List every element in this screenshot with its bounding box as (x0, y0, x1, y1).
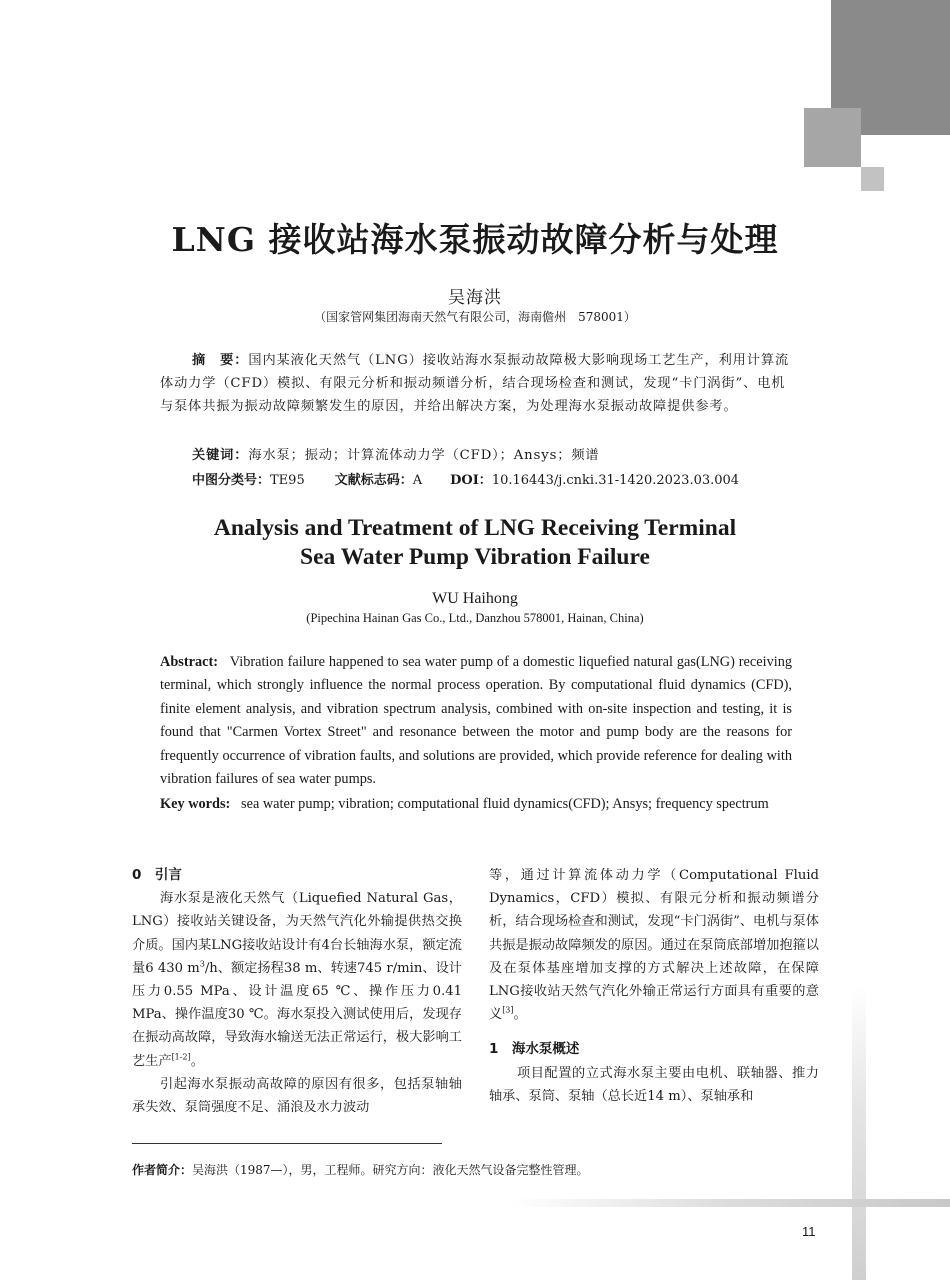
abstract-cn (160, 349, 792, 418)
keywords-cn-label: 关键词： (192, 448, 249, 463)
affiliation-en: (Pipechina Hainan Gas Co., Ltd., Danzhou 578001, Hainan, China) (306, 611, 644, 625)
section-0-para1-end: 。 (190, 1053, 204, 1069)
author-footnote (132, 1161, 589, 1178)
decorative-vertical-bar (852, 985, 866, 1280)
keywords-en-text: sea water pump; vibration; computational fluid dynamics(CFD); Ansys; frequency spectrum (241, 796, 769, 812)
corner-decoration-medium (804, 108, 861, 167)
section-0-para1-a: 海水泵是液化天然气（Liquefied Natural Gas，LNG）接收站关键设备，为天然气汽化外输提供热交换介质。国内某LNG接收站设计有4台长轴海水泵，额定流量6 430 m (132, 891, 462, 976)
body-column-right (489, 864, 819, 1108)
footnote-text: 吴海洪（1987—），男，工程师。研究方向：液化天然气设备完整性管理。 (192, 1163, 589, 1177)
classification-row (192, 469, 739, 488)
corner-decoration-small (861, 167, 884, 191)
keywords-en-label: Key words: (160, 796, 231, 812)
doi-label: DOI： (450, 473, 492, 488)
author-en: WU Haihong (432, 590, 518, 607)
page-title-en (0, 514, 950, 572)
reference-1-2[interactable]: [1-2] (171, 1052, 191, 1062)
section-0-paragraph-3 (489, 864, 819, 1026)
section-0-paragraph-1 (132, 887, 462, 1073)
abstract-en (160, 651, 792, 791)
abstract-en-text: Vibration failure happened to sea water pump of a domestic liquefied natural gas(LNG) receiving terminal, which strongly influence the normal process operation. By computational fluid dynamics (CFD), finite element analysis, and vibration spectrum analysis, combined with on-site inspection and testing, it is found that "Carmen Vortex Street" and resonance between the motor and pump body are the reasons for frequently occurrence of vibration faults, and solutions are provided, which provide reference for dealing with vibration failures of sea water pumps. (160, 654, 792, 788)
doi-value: 10.16443/j.cnki.31-1420.2023.03.004 (491, 473, 740, 488)
keywords-cn (192, 444, 824, 467)
abstract-cn-text: 国内某液化天然气（LNG）接收站海水泵振动故障极大影响现场工艺生产，利用计算流体动力学（CFD）模拟、有限元分析和振动频谱分析，结合现场检查和测试，发现“卡门涡街”、电机与泵体共振为振动故障频繁发生的原因，并给出解决方案，为处理海水泵振动故障提供参考。 (160, 353, 790, 414)
section-1-paragraph-1: 项目配置的立式海水泵主要由电机、联轴器、推力轴承、泵筒、泵轴（总长近14 m）、泵轴承和 (489, 1065, 819, 1104)
keywords-cn-text: 海水泵；振动；计算流体动力学（CFD）；Ansys；频谱 (248, 448, 600, 463)
section-0-para3-text: 等，通过计算流体动力学（Computational Fluid Dynamics，CFD）模拟、有限元分析和振动频谱分析，结合现场检查和测试，发现“卡门涡街”、电机与泵体共振是振动故障频发的原因。通过在泵筒底部增加抱箍以及在泵体基座增加支撑的方式解决上述故障，在保障LNG接收站天然气汽化外输正常运行方面具有重要的意义 (489, 868, 819, 1023)
keywords-en (160, 793, 792, 816)
title-en-line2: Sea Water Pump Vibration Failure (300, 544, 650, 570)
clc-value: TE95 (270, 473, 305, 488)
footnote-divider (132, 1143, 442, 1144)
section-0-paragraph-2: 引起海水泵振动高故障的原因有很多，包括泵轴轴承失效、泵筒强度不足、涌浪及水力波动 (132, 1076, 462, 1116)
page-title-cn: LNG 接收站海水泵振动故障分析与处理 (171, 220, 779, 259)
section-0-para1-b: /h、额定扬程38 m、转速745 r/min、设计压力0.55 MPa、设计温度65 ℃、操作压力0.41 MPa、操作温度30 ℃。海水泵投入测试使用后，发现存在振动高故障，导致海水输送无法正常运行，极大影响工艺生产 (132, 960, 462, 1069)
doc-code-label: 文献标志码： (334, 473, 413, 488)
abstract-en-label: Abstract: (160, 654, 218, 670)
affiliation-cn: （国家管网集团海南天然气有限公司，海南儋州 578001） (314, 310, 636, 324)
footnote-label: 作者简介： (132, 1163, 193, 1177)
abstract-cn-label: 摘 要： (192, 353, 249, 368)
clc-label: 中图分类号： (192, 473, 271, 488)
page-number: 11 (802, 1224, 816, 1239)
title-en-line1: Analysis and Treatment of LNG Receiving Terminal (213, 515, 737, 541)
decorative-horizontal-bar (510, 1199, 950, 1207)
reference-3[interactable]: [3] (502, 1005, 514, 1015)
superscript-3: 3 (199, 959, 205, 969)
doc-code-value: A (412, 473, 423, 488)
body-column-left (132, 864, 462, 1119)
author-cn: 吴海洪 (448, 288, 502, 308)
section-1-heading: 1 海水泵概述 (489, 1041, 580, 1058)
section-0-heading: 0 引言 (132, 867, 182, 883)
section-0-para3-end: 。 (513, 1007, 527, 1023)
